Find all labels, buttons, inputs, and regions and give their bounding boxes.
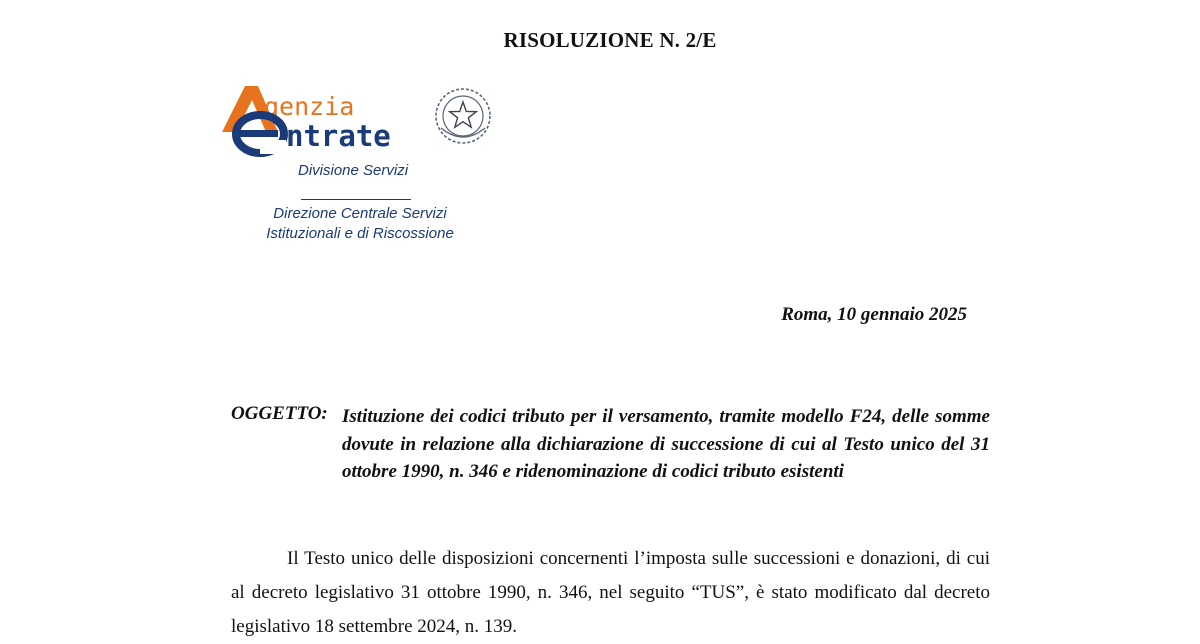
division-name: Divisione Servizi xyxy=(298,162,409,179)
logo-line2: ntrate xyxy=(286,119,391,153)
document-title: RISOLUZIONE N. 2/E xyxy=(503,28,717,52)
body-paragraph: Il Testo unico delle disposizioni concernenti l’imposta sulle successioni e donazioni, di cui al decreto legislativo 31 ottobre 1990, n. 346, nel seguito “TUS”, è stato modificato dal decreto legislativo 18 settembre 2024, n. 139. xyxy=(231,548,990,637)
separator-line xyxy=(301,199,411,200)
subject-text: Istituzione dei codici tributo per il versamento, tramite modello F24, delle somme dovute in relazione alla dichiarazione di successione di cui al Testo unico del 31 ottobre 1990, n. 346 e ridenominazione di codici tributo esistenti xyxy=(342,406,990,482)
direction-name xyxy=(250,204,470,244)
direction-line-2: Istituzionali e di Riscossione xyxy=(266,225,454,242)
italian-republic-emblem-icon xyxy=(436,89,490,143)
dateline: Roma, 10 gennaio 2025 xyxy=(781,304,967,325)
subject-label: OGGETTO: xyxy=(231,403,328,424)
agenzia-entrate-logo xyxy=(220,82,492,160)
direction-line-1: Direzione Centrale Servizi xyxy=(273,205,447,222)
logo-line1: genzia xyxy=(264,92,355,121)
